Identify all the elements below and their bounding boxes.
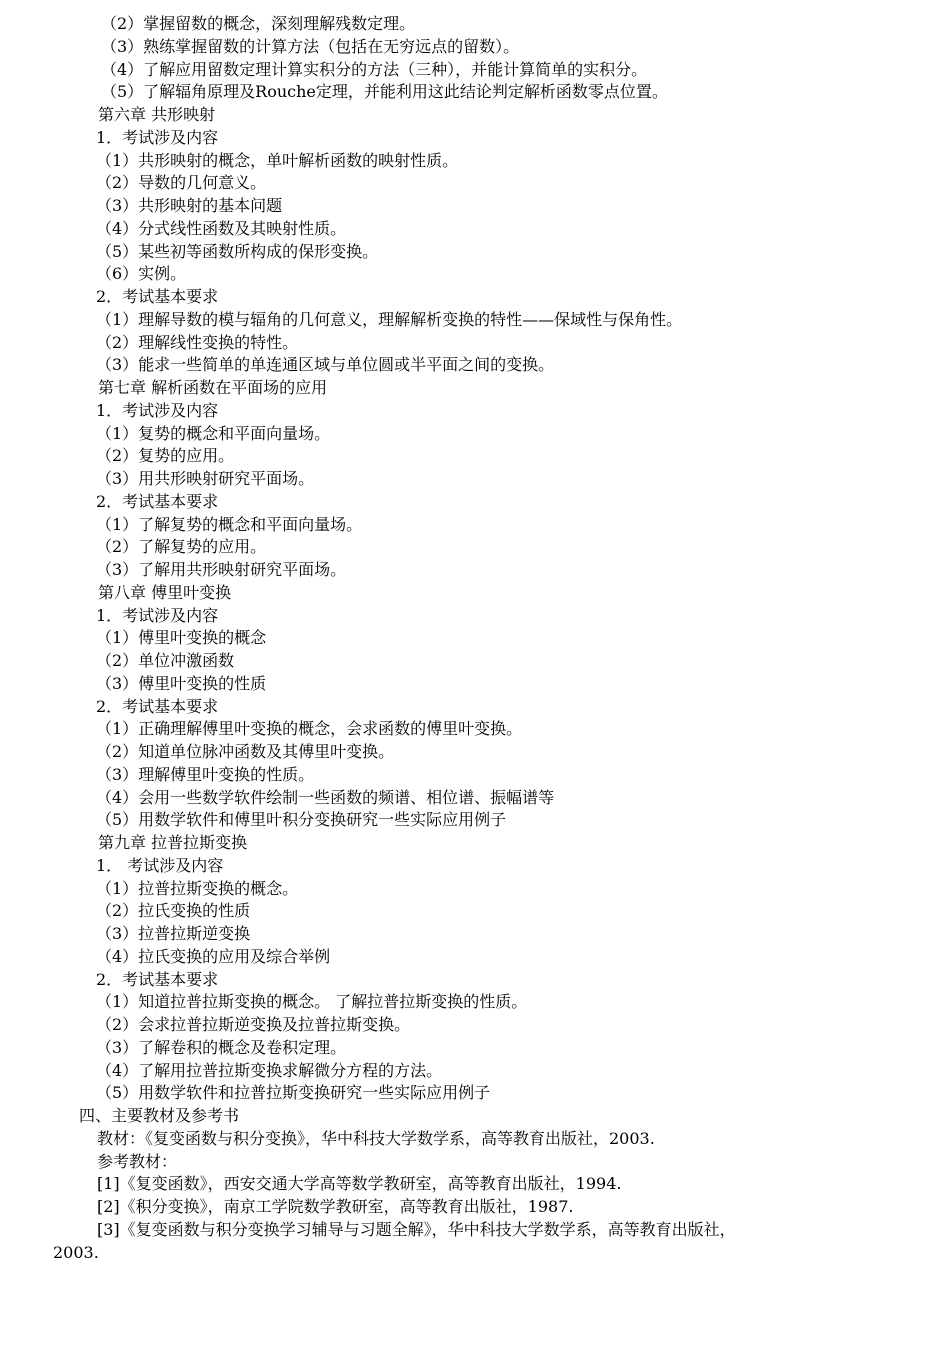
list-item: （1）傅里叶变换的概念: [96, 628, 267, 648]
section-heading: 1． 考试涉及内容: [96, 855, 224, 875]
list-item: （2）单位冲激函数: [96, 651, 235, 670]
chapter-heading: 第八章 傅里叶变换: [98, 582, 232, 602]
requirement-item: （2）掌握留数的概念，深刻理解残数定理。: [101, 14, 416, 33]
section-heading: 2．考试基本要求: [96, 491, 219, 511]
reference-line: 参考教材：: [97, 1151, 178, 1171]
list-item: （1）拉普拉斯变换的概念。: [96, 878, 299, 898]
list-item: （3）了解卷积的概念及卷积定理。: [96, 1037, 347, 1057]
section-heading: 1．考试涉及内容: [96, 400, 219, 420]
section-heading: 1．考试涉及内容: [96, 605, 219, 625]
list-item: （5）某些初等函数所构成的保形变换。: [96, 241, 379, 261]
reference-line: [2]《积分变换》，南京工学院数学教研室，高等教育出版社，1987.: [97, 1197, 574, 1216]
list-item: （1）正确理解傅里叶变换的概念，会求函数的傅里叶变换。: [96, 719, 523, 739]
requirement-item: （4）了解应用留数定理计算实积分的方法（三种），并能计算简单的实积分。: [101, 59, 648, 79]
list-item: （3）理解傅里叶变换的性质。: [96, 764, 315, 784]
list-item: （4）拉氏变换的应用及综合举例: [96, 946, 331, 966]
section-heading: 1．考试涉及内容: [96, 127, 219, 147]
list-item: （2）会求拉普拉斯逆变换及拉普拉斯变换。: [96, 1015, 411, 1034]
list-item: （3）能求一些简单的单连通区域与单位圆或半平面之间的变换。: [96, 355, 555, 375]
list-item: （5）用数学软件和拉普拉斯变换研究一些实际应用例子: [96, 1083, 491, 1103]
list-item: （3）用共形映射研究平面场。: [96, 469, 315, 488]
list-item: （3）拉普拉斯逆变换: [96, 924, 251, 943]
list-item: （5）用数学软件和傅里叶积分变换研究一些实际应用例子: [96, 810, 507, 830]
chapter-heading: 第七章 解析函数在平面场的应用: [98, 378, 328, 397]
list-item: （1）知道拉普拉斯变换的概念。 了解拉普拉斯变换的性质。: [96, 992, 528, 1012]
section-heading: 2．考试基本要求: [96, 287, 219, 306]
list-item: （3）了解用共形映射研究平面场。: [96, 560, 347, 579]
section-heading: 2．考试基本要求: [96, 969, 219, 989]
document-body: [0, 13, 951, 1264]
reference-line: [1]《复变函数》，西安交通大学高等数学教研室，高等教育出版社，1994.: [97, 1174, 622, 1194]
list-item: （1）复势的概念和平面向量场。: [96, 423, 331, 443]
chapter-heading: 第六章 共形映射: [98, 105, 216, 124]
reference-continuation: 2003.: [53, 1242, 99, 1262]
major-heading: 四、主要教材及参考书: [79, 1106, 240, 1125]
list-item: （1）理解导数的模与辐角的几何意义，理解解析变换的特性——保域性与保角性。: [96, 309, 683, 329]
list-item: （1）了解复势的概念和平面向量场。: [96, 514, 363, 534]
list-item: （2）理解线性变换的特性。: [96, 332, 299, 352]
list-item: （4）了解用拉普拉斯变换求解微分方程的方法。: [96, 1060, 443, 1080]
list-item: （3）共形映射的基本问题: [96, 196, 283, 215]
list-item: （4）分式线性函数及其映射性质。: [96, 218, 347, 238]
list-item: （6）实例。: [96, 264, 187, 284]
section-heading: 2．考试基本要求: [96, 696, 219, 716]
reference-line: [3]《复变函数与积分变换学习辅导与习题全解》，华中科技大学数学系，高等教育出版社，: [97, 1219, 736, 1239]
reference-line: 教材：《复变函数与积分变换》，华中科技大学数学系，高等教育出版社，2003.: [97, 1128, 655, 1148]
list-item: （2）复势的应用。: [96, 446, 235, 466]
list-item: （2）导数的几何意义。: [96, 173, 267, 193]
chapter-heading: 第九章 拉普拉斯变换: [98, 833, 248, 852]
list-item: （1）共形映射的概念，单叶解析函数的映射性质。: [96, 150, 459, 170]
list-item: （2）拉氏变换的性质: [96, 901, 251, 921]
list-item: （4）会用一些数学软件绘制一些函数的频谱、相位谱、振幅谱等: [96, 787, 555, 807]
list-item: （3）傅里叶变换的性质: [96, 673, 267, 693]
list-item: （2）知道单位脉冲函数及其傅里叶变换。: [96, 742, 395, 761]
requirement-item: （5）了解辐角原理及Rouche定理，并能利用这此结论判定解析函数零点位置。: [101, 82, 668, 102]
list-item: （2）了解复势的应用。: [96, 537, 267, 557]
requirement-item: （3）熟练掌握留数的计算方法（包括在无穷远点的留数）。: [101, 36, 520, 56]
